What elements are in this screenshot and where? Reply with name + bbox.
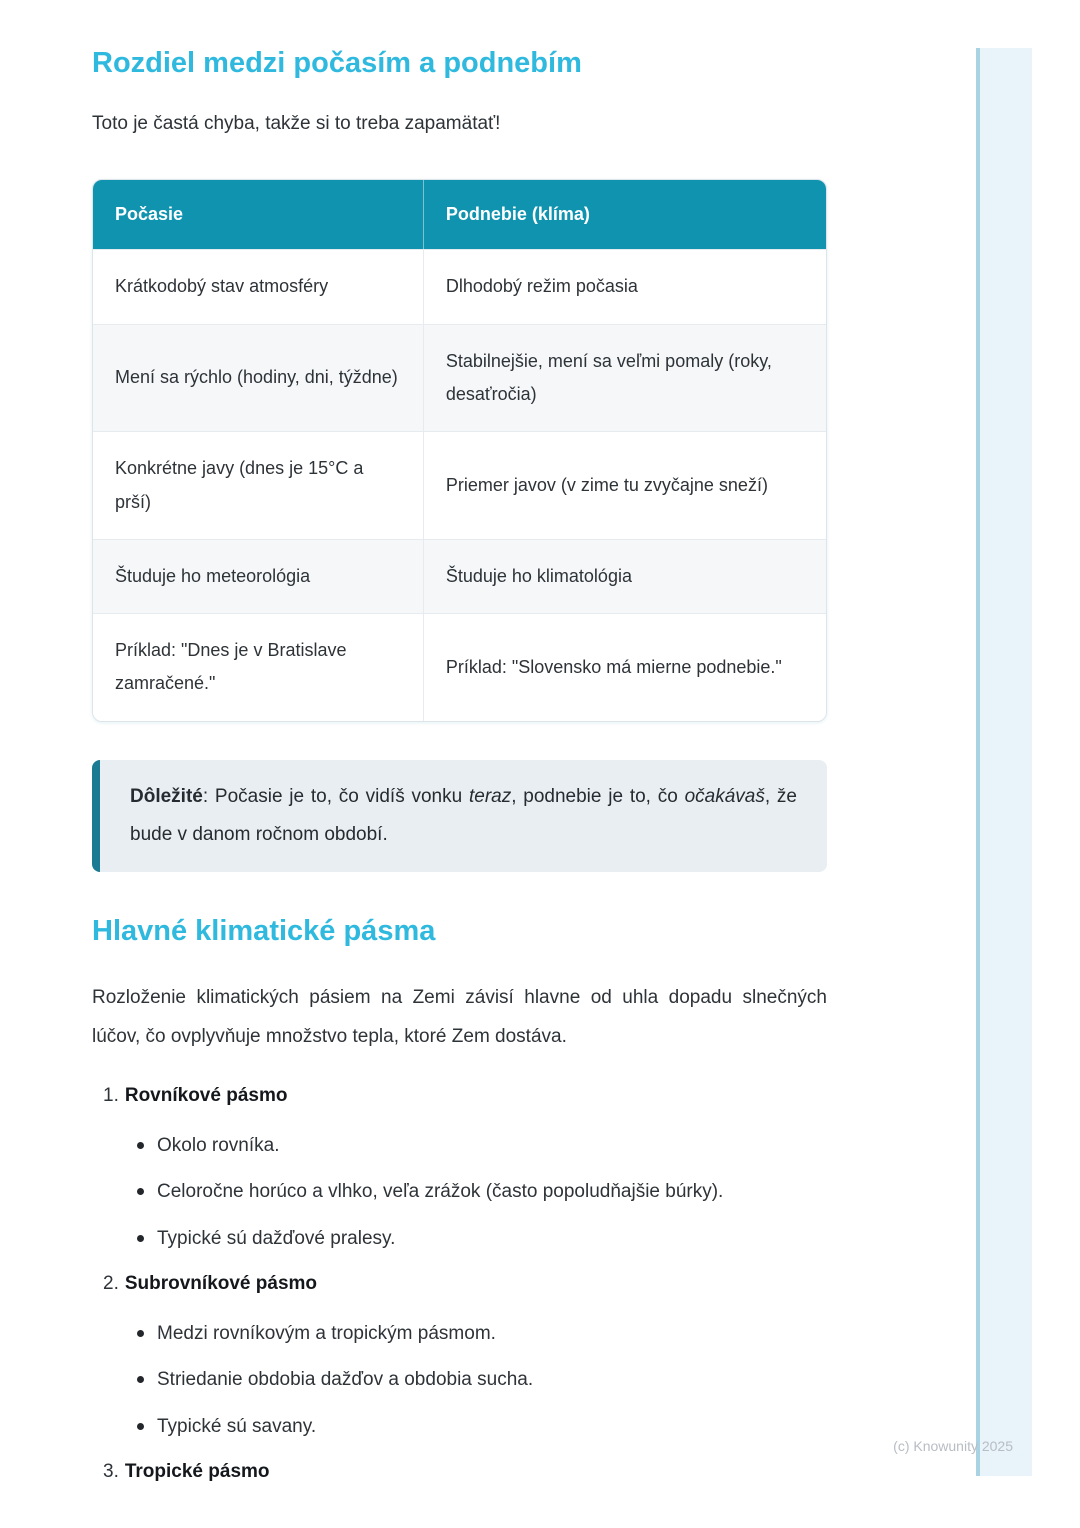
callout-segment: : Počasie je to, čo vidíš vonku	[202, 785, 469, 807]
table-header-row	[93, 180, 826, 249]
list-item	[137, 1319, 827, 1348]
table-row	[93, 324, 826, 432]
table-header-climate: Podnebie (klíma)	[423, 180, 826, 249]
list-item	[137, 1177, 827, 1206]
bullet-icon	[137, 1376, 144, 1383]
climate-zones-intro: Rozloženie klimatických pásiem na Zemi závisí hlavne od uhla dopadu slnečných lúčov, čo ovplyvňuje množstvo tepla, ktoré Zem dostáva.	[92, 986, 827, 1047]
table-row	[93, 249, 826, 323]
section-title-weather-vs-climate: Rozdiel medzi počasím a podnebím	[92, 47, 582, 79]
bullet-icon	[137, 1423, 144, 1430]
list-item	[137, 1224, 827, 1253]
climate-zone-item	[92, 1082, 827, 1253]
comparison-table-head	[93, 180, 826, 249]
zone-bullet-list	[92, 1319, 827, 1441]
list-item	[137, 1131, 827, 1160]
zone-title: Subrovníkové pásmo	[124, 1273, 318, 1295]
comparison-table-body	[93, 249, 826, 720]
zone-title: Rovníkové pásmo	[124, 1085, 288, 1107]
table-cell: Príklad: "Slovensko má mierne podnebie."	[423, 613, 826, 721]
bullet-text: Typické sú dažďové pralesy.	[157, 1227, 396, 1249]
table-cell: Študuje ho meteorológia	[93, 539, 423, 613]
bullet-icon	[137, 1142, 144, 1149]
zone-heading	[92, 1082, 827, 1111]
document-content	[92, 46, 827, 1507]
list-item	[137, 1365, 827, 1394]
table-cell: Mení sa rýchlo (hodiny, dni, týždne)	[93, 324, 423, 432]
bullet-text: Okolo rovníka.	[157, 1134, 280, 1156]
table-header-weather: Počasie	[93, 180, 423, 249]
zone-heading	[92, 1458, 827, 1487]
bullet-icon	[137, 1188, 144, 1195]
climate-zones-list	[92, 1082, 827, 1486]
callout-segment: , podnebie je to, čo	[511, 785, 685, 807]
table-row	[93, 613, 826, 721]
list-item	[137, 1412, 827, 1441]
climate-zone-item	[92, 1458, 827, 1487]
table-cell: Priemer javov (v zime tu zvyčajne sneží)	[423, 431, 826, 539]
callout-text	[130, 786, 797, 845]
table-cell: Krátkodobý stav atmosféry	[93, 249, 423, 323]
callout-segment: , že bude v danom ročnom období.	[130, 785, 798, 845]
zone-bullet-list	[92, 1131, 827, 1253]
table-cell: Študuje ho klimatológia	[423, 539, 826, 613]
callout-segment: Dôležité	[130, 785, 203, 807]
table-row	[93, 539, 826, 613]
footer-credit: (c) Knowunity 2025	[893, 1438, 1013, 1454]
table-cell: Príklad: "Dnes je v Bratislave zamračené."	[93, 613, 423, 721]
bullet-icon	[137, 1235, 144, 1242]
zone-title: Tropické pásmo	[124, 1461, 270, 1483]
bullet-text: Typické sú savany.	[157, 1415, 317, 1437]
bullet-icon	[137, 1330, 144, 1337]
page-edge-panel	[976, 48, 1032, 1476]
climate-zone-item	[92, 1270, 827, 1441]
bullet-text: Striedanie obdobia dažďov a obdobia sucha.	[157, 1369, 534, 1391]
zone-heading	[92, 1270, 827, 1299]
comparison-table-wrapper	[92, 179, 827, 721]
bullet-text: Celoročne horúco a vlhko, veľa zrážok (často popoludňajšie búrky).	[157, 1181, 724, 1203]
table-row	[93, 431, 826, 539]
intro-text: Toto je častá chyba, takže si to treba zapamätať!	[92, 112, 501, 134]
table-cell: Dlhodobý režim počasia	[423, 249, 826, 323]
section-title-climate-zones: Hlavné klimatické pásma	[92, 914, 436, 947]
table-cell: Stabilnejšie, mení sa veľmi pomaly (roky, desaťročia)	[423, 324, 826, 432]
callout-segment: teraz	[468, 785, 512, 807]
zone-number: 2.	[103, 1273, 119, 1295]
important-callout	[92, 760, 827, 872]
callout-segment: očakávaš	[684, 785, 765, 807]
zone-number: 3.	[103, 1461, 119, 1483]
bullet-text: Medzi rovníkovým a tropickým pásmom.	[157, 1322, 496, 1344]
comparison-table	[93, 180, 826, 720]
zone-number: 1.	[103, 1085, 119, 1107]
table-cell: Konkrétne javy (dnes je 15°C a prší)	[93, 431, 423, 539]
